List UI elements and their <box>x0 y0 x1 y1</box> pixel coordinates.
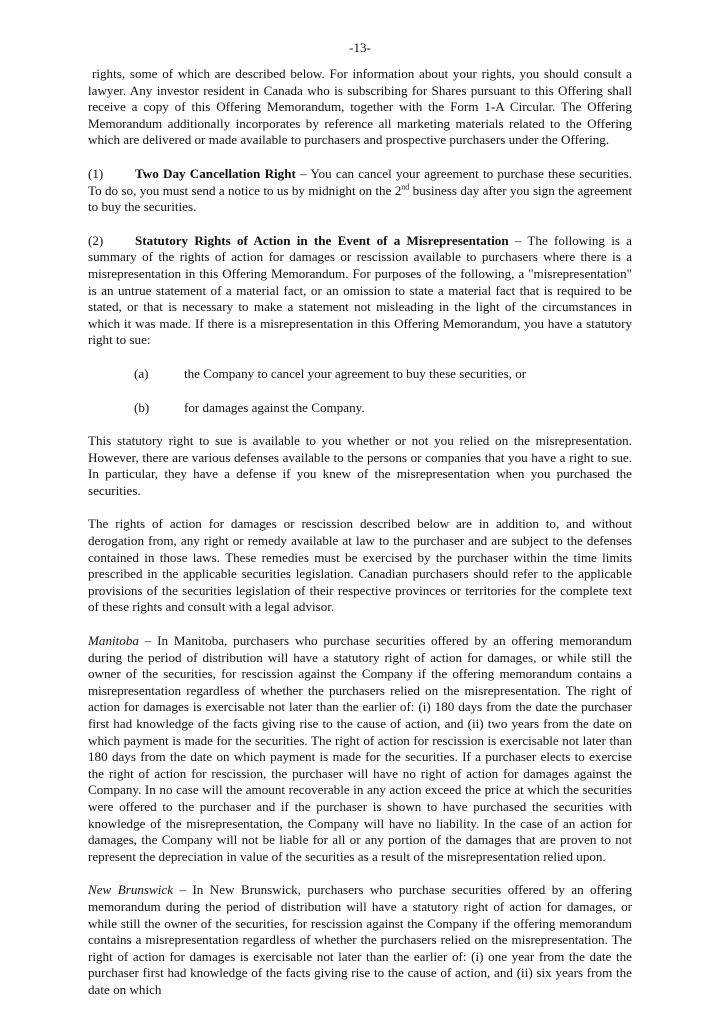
paragraph-new-brunswick <box>88 882 632 998</box>
paragraph-text: – The following is a summary of the rights of action for damages or rescission available to purchasers where there is a misrepresentation in this Offering Memorandum. For purposes of the following, a "misrepresentation" is an untrue statement of a material fact, or an omission to state a material fact that is required to be stated, or that is necessary to make a statement not misleading in the light of the circumstances in which it was made. If there is a misrepresentation in this Offering Memorandum, you have a statutory right to sue: <box>88 232 632 348</box>
paragraph-text: – In Manitoba, purchasers who purchase securities offered by an offering memorandum during the period of distribution will have a statutory right of action for damages, or while still the owner of the securities, for rescission against the Company if the offering memorandum contains a misrepresentation regardless of whether the purchasers relied on the misrepresentation. The right of action for damages is exercisable not later than the earlier of: (i) 180 days from the date the purchaser first had knowledge of the facts giving rise to the cause of action, and (ii) two years from the date on which payment is made for the securities. The right of action for rescission is exercisable not later than 180 days from the date on which payment is made for the securities. If a purchaser elects to exercise the right of action for rescission, the purchaser will have no right of action for damages against the Company. In no case will the amount recoverable in any action exceed the price at which the securities were offered to the purchaser and if the purchaser is shown to have purchased the securities with knowledge of the misrepresentation, the Company will have no liability. In the case of an action for damages, the Company will not be liable for all or any portion of the damages that are proven to not represent the depreciation in value of the securities as a result of the misrepresentation relied upon. <box>88 633 632 864</box>
paragraph-cancellation-right <box>88 166 632 216</box>
paragraph-number: (1) <box>88 165 104 181</box>
list-text: for damages against the Company. <box>184 399 365 415</box>
page-number: -13- <box>349 40 371 55</box>
ordinal-suffix: nd <box>401 182 410 192</box>
paragraph-number: (2) <box>88 232 104 248</box>
paragraph-manitoba <box>88 633 632 865</box>
section-heading: Statutory Rights of Action in the Event of a Misrepresentation <box>135 232 509 248</box>
paragraph-statutory-rights <box>88 233 632 349</box>
paragraph-rights-of-action: The rights of action for damages or rescission described below are in addition to, and without derogation from, any right or remedy available at law to the purchaser and are subject to the defenses contained in those laws. These remedies must be exercised by the purchaser within the time limits prescribed in the applicable securities legislation. Canadian purchasers should refer to the applicable provisions of the securities legislation of their respective provinces or territories for the complete text of these rights and consult with a legal advisor. <box>88 516 632 615</box>
paragraph-text: – You can cancel your agreement to purchase these securities. To do so, you must send a notice to us by midnight on the 2 <box>88 165 633 198</box>
list-item <box>88 366 632 383</box>
list-label: (b) <box>134 399 150 415</box>
paragraph-continuation: rights, some of which are described below. For information about your rights, you should consult a lawyer. Any investor resident in Canada who is subscribing for Shares pursuant to this Offering shall receive a copy of this Offering Memorandum, together with the Form 1-A Circular. The Offering Memorandum additionally incorporates by reference all marketing materials related to the Offering which are delivered or made available to purchasers and prospective purchasers under the Offering. <box>88 66 632 148</box>
section-heading: Two Day Cancellation Right <box>135 165 296 181</box>
list-item <box>88 400 632 417</box>
list-text: the Company to cancel your agreement to buy these securities, or <box>184 365 527 381</box>
paragraph-text: business day after you sign the agreement to buy the securities. <box>88 182 632 215</box>
province-heading: Manitoba <box>88 633 139 649</box>
paragraph-text: – In New Brunswick, purchasers who purchase securities offered by an offering memorandum during the period of distribution will have a statutory right of action for damages, or while still the owner of the securities, for rescission against the Company if the offering memorandum contains a misrepresentation regardless of whether the purchasers relied on the misrepresentation. The right of action for damages is exercisable not later than the earlier of: (i) one year from the date the purchaser first had knowledge of the facts giving rise to the cause of action, and (ii) six years from the date on which <box>88 882 632 997</box>
province-heading: New Brunswick <box>88 882 174 898</box>
paragraph-right-to-sue: This statutory right to sue is available to you whether or not you relied on the misrepresentation. However, there are various defenses available to the persons or companies that you have a right to sue. In particular, they have a defense if you knew of the misrepresentation when you purchased the securities. <box>88 433 632 498</box>
body-text <box>88 66 632 1016</box>
list-label: (a) <box>134 365 149 381</box>
